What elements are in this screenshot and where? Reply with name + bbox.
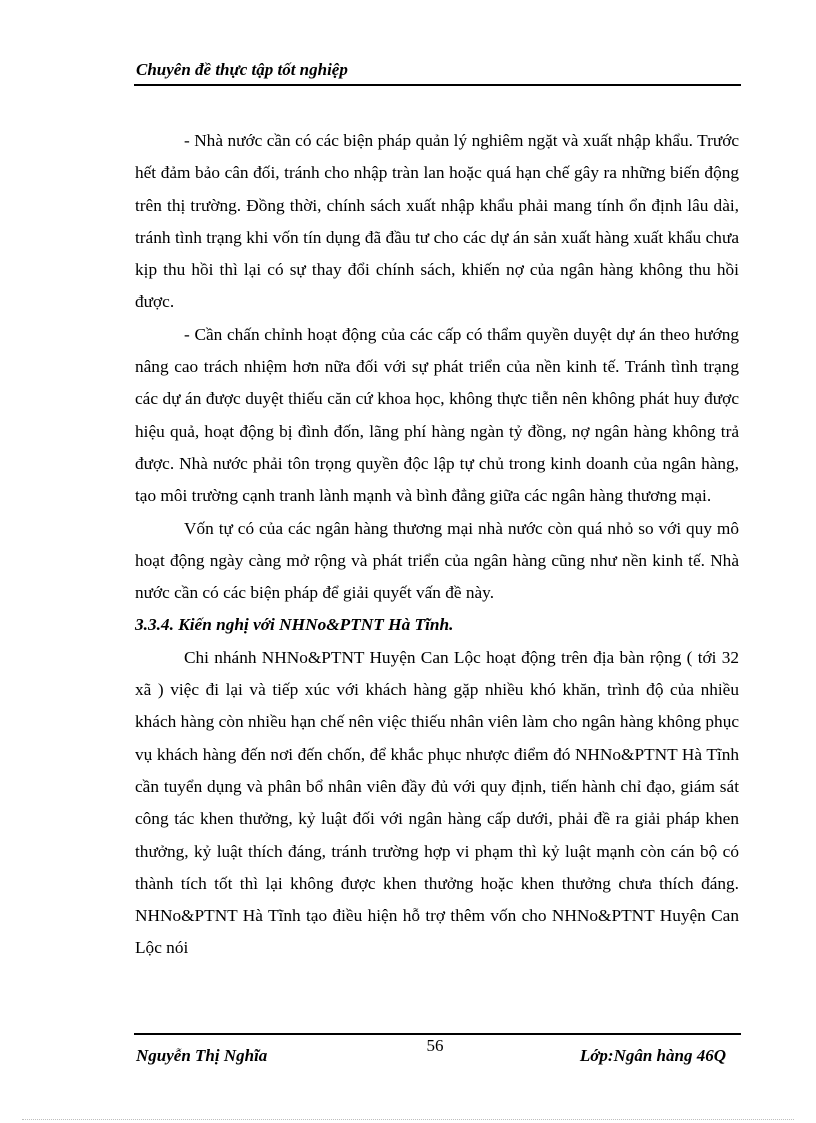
header-divider [134, 84, 741, 86]
paragraph-equity-capital: Vốn tự có của các ngân hàng thương mại nhà nước còn quá nhỏ so với quy mô hoạt động ngày càng mở rộng và phát triển của ngân hàng cũng như nền kinh tế. Nhà nước cần có các biện pháp để giải quyết vấn đề này. [135, 518, 739, 603]
paragraph-project-approval: - Cần chấn chỉnh hoạt động của các cấp có thẩm quyền duyệt dự án theo hướng nâng cao trách nhiệm hơn nữa đối với sự phát triển của nền kinh tế. Tránh tình trạng các dự án được duyệt thiếu căn cứ khoa học, không thực tiễn nên không phát huy được hiệu quả, hoạt động bị đình đốn, lãng phí hàng ngàn tỷ đồng, nợ ngân hàng không trả được. Nhà nước phải tôn trọng quyền độc lập tự chủ trong kinh doanh của ngân hàng, tạo môi trường cạnh tranh lành mạnh và bình đẳng giữa các ngân hàng thương mại. [135, 324, 739, 506]
paragraph-can-loc-branch: Chi nhánh NHNo&PTNT Huyện Can Lộc hoạt động trên địa bàn rộng ( tới 32 xã ) việc đi lại và tiếp xúc với khách hàng gặp nhiều khó khăn, trình độ của nhiều khách hàng còn nhiều hạn chế nên việc thiếu nhân viên làm cho ngân hàng không phục vụ khách hàng đến nơi đến chốn, để khắc phục nhược điểm đó NHNo&PTNT Hà Tĩnh cần tuyển dụng và phân bổ nhân viên đầy đủ với quy định, tiến hành chỉ đạo, giám sát công tác khen thưởng, kỷ luật đối với ngân hàng cấp dưới, phải đề ra giải pháp khen thưởng, kỷ luật thích đáng, tránh trường hợp vi phạm thì kỷ luật mạnh còn cán bộ có thành tích tốt thì lại không được khen thưởng hoặc khen thưởng chưa thích đáng. NHNo&PTNT Hà Tĩnh tạo điều hiện hỗ trợ thêm vốn cho NHNo&PTNT Huyện Can Lộc nói [135, 647, 739, 958]
page-bottom-border [22, 1119, 794, 1120]
footer-class: Lớp:Ngân hàng 46Q [579, 1046, 726, 1065]
paragraph-import-export-policy: - Nhà nước cần có các biện pháp quản lý nghiêm ngặt và xuất nhập khẩu. Trước hết đảm bảo cân đối, tránh cho nhập tràn lan hoặc quá hạn chế gây ra những biến động trên thị trường. Đồng thời, chính sách xuất nhập khẩu phải mang tính ổn định lâu dài, tránh tình trạng khi vốn tín dụng đã đầu tư cho các dự án sản xuất hàng xuất khẩu chưa kịp thu hồi thì lại có sự thay đổi chính sách, khiến nợ của ngân hàng không thu hồi được. [135, 131, 739, 312]
footer-divider [134, 1033, 741, 1035]
section-heading: 3.3.4. Kiến nghị với NHNo&PTNT Hà Tĩnh. [135, 615, 454, 635]
document-body [135, 125, 739, 965]
header-title: Chuyên đề thực tập tốt nghiệp [136, 60, 348, 79]
footer-author: Nguyễn Thị Nghĩa [136, 1046, 268, 1065]
page-number: 56 [426, 1036, 444, 1055]
